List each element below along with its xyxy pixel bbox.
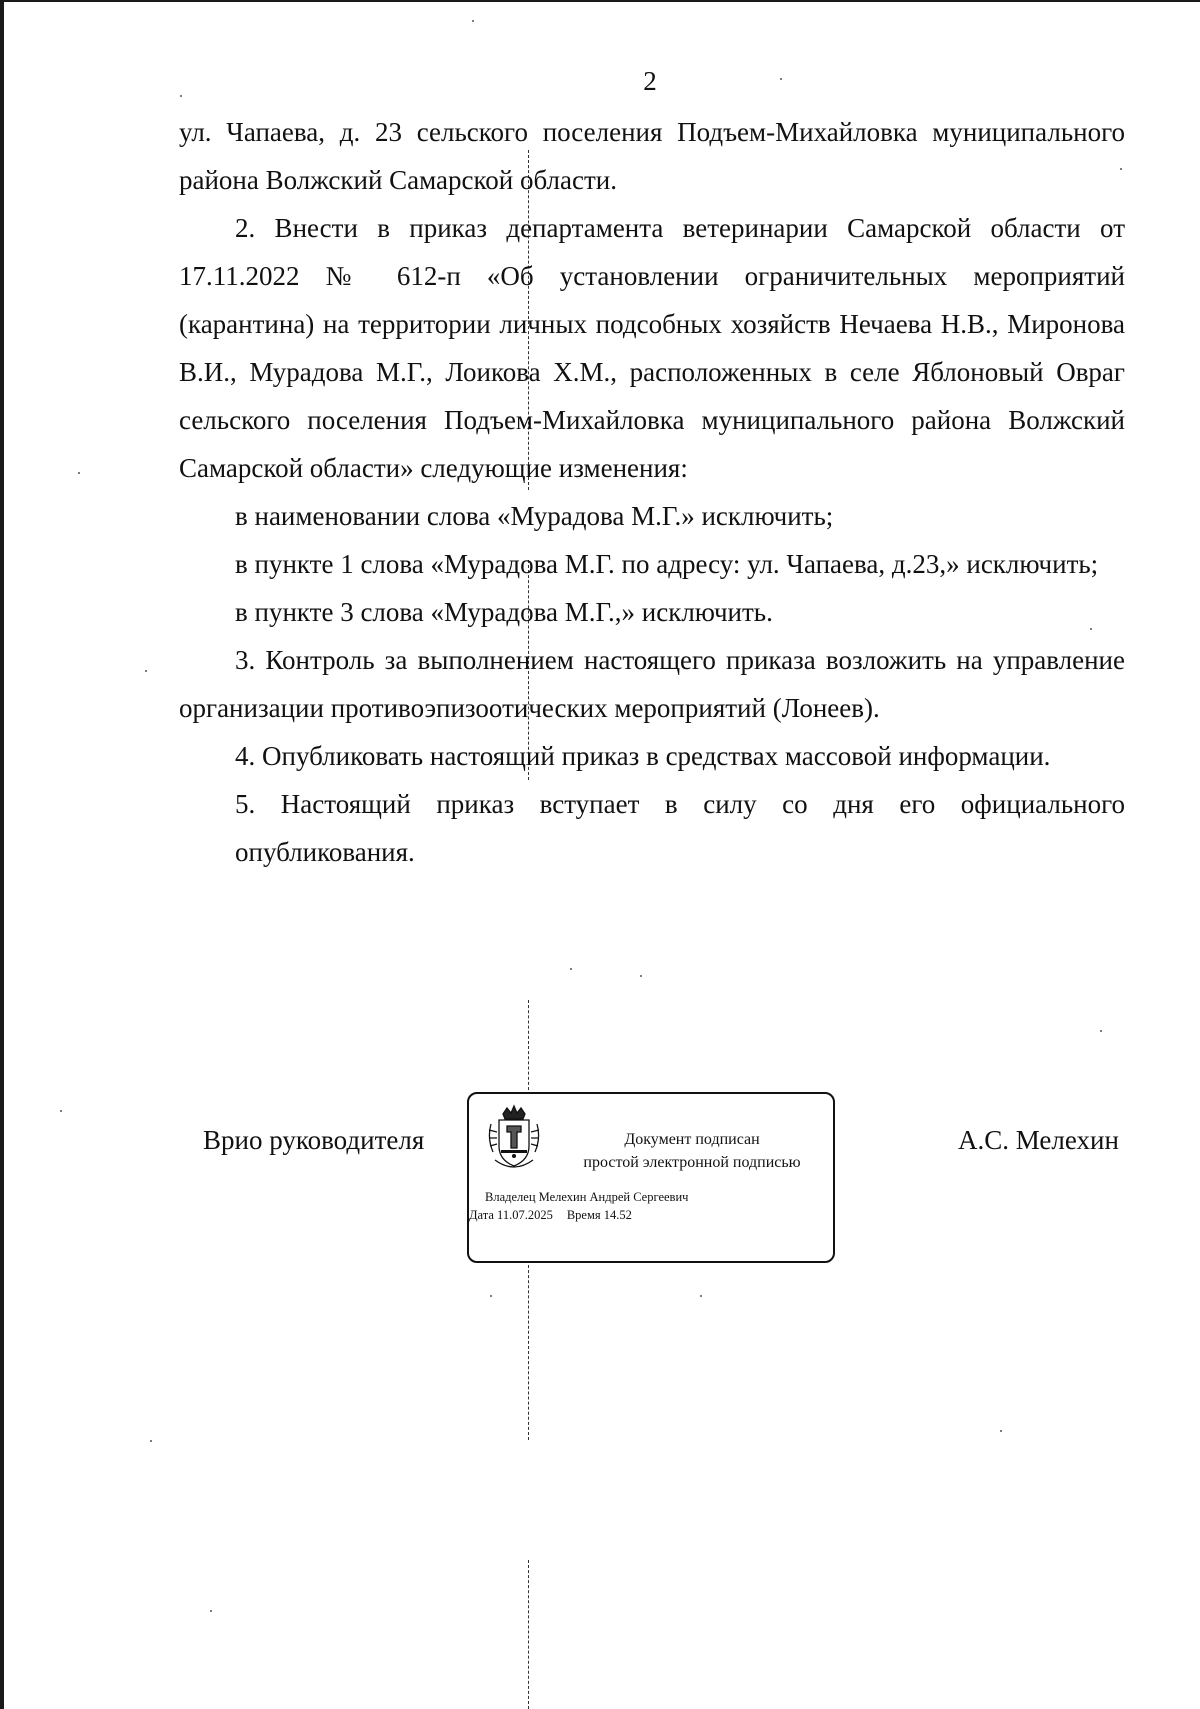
scan-speck bbox=[640, 975, 642, 977]
stamp-title bbox=[557, 1128, 827, 1174]
stamp-date: Дата 11.07.2025 bbox=[469, 1208, 553, 1222]
scan-speck bbox=[78, 472, 80, 474]
scan-speck bbox=[570, 968, 572, 970]
scan-speck bbox=[150, 1440, 152, 1442]
signer-position: Врио руководителя bbox=[203, 1125, 425, 1155]
stamp-owner: Владелец Мелехин Андрей Сергеевич bbox=[485, 1190, 689, 1204]
scan-speck bbox=[145, 670, 147, 672]
paragraph-item-4: 4. Опубликовать настоящий приказ в средствах массовой информации. bbox=[235, 741, 1051, 771]
scan-speck bbox=[180, 95, 182, 97]
paragraph-item-2: 2. Внести в приказ департамента ветеринарии Самарской области от 17.11.2022 № 612-п «Об установлении ограничительных мероприятий (карантина) на территории личных подсобных хозяйств Нечаева Н.В., Миронова В.И., Мурадова М.Г., Лоикова Х.М., расположенных в селе Яблоновый Овраг сельского поселения Подъем-Михайловка муниципального района Волжский Самарской области» следующие изменения: bbox=[179, 213, 1125, 483]
paragraph-item-5: 5. Настоящий приказ вступает в силу со дня его официального опубликования. bbox=[235, 789, 1125, 867]
paragraph-change-point-3: в пункте 3 слова «Мурадова М.Г.,» исключить. bbox=[235, 597, 773, 627]
scan-speck bbox=[1000, 1430, 1002, 1432]
paragraph-change-title: в наименовании слова «Мурадова М.Г.» исключить; bbox=[235, 501, 834, 531]
scan-speck bbox=[1090, 628, 1092, 630]
fold-line bbox=[528, 1000, 529, 1090]
fold-line bbox=[528, 1560, 529, 1709]
scan-speck bbox=[210, 1610, 212, 1612]
scan-speck bbox=[1100, 1030, 1102, 1032]
stamp-title-line-2: простой электронной подписью bbox=[583, 1154, 801, 1171]
scan-edge-left bbox=[0, 0, 4, 1709]
stamp-title-line-1: Документ подписан bbox=[624, 1131, 760, 1148]
paragraph-item-3: 3. Контроль за выполнением настоящего приказа возложить на управление организации противоэпизоотических мероприятий (Лонеев). bbox=[179, 645, 1125, 723]
scan-speck bbox=[700, 1295, 702, 1297]
samara-coat-of-arms-icon bbox=[483, 1104, 545, 1174]
stamp-date-time bbox=[469, 1207, 632, 1224]
paragraph-change-point-1: в пункте 1 слова «Мурадова М.Г. по адресу: ул. Чапаева, д.23,» исключить; bbox=[235, 549, 1099, 579]
signer-name: А.С. Мелехин bbox=[958, 1125, 1119, 1155]
scan-speck bbox=[780, 78, 782, 80]
stamp-time: Время 14.52 bbox=[566, 1208, 632, 1222]
scan-speck bbox=[60, 1110, 62, 1112]
document-body bbox=[179, 108, 1125, 876]
paragraph-address: ул. Чапаева, д. 23 сельского поселения Подъем-Михайловка муниципального района Волжский Самарской области. bbox=[179, 117, 1125, 195]
fold-line bbox=[528, 1260, 529, 1440]
scan-speck bbox=[1120, 168, 1122, 170]
scan-edge-top bbox=[0, 0, 1200, 2]
page-number: 2 bbox=[643, 66, 657, 96]
scan-speck bbox=[490, 1295, 492, 1297]
scan-speck bbox=[472, 20, 474, 22]
electronic-signature-stamp bbox=[467, 1092, 835, 1263]
